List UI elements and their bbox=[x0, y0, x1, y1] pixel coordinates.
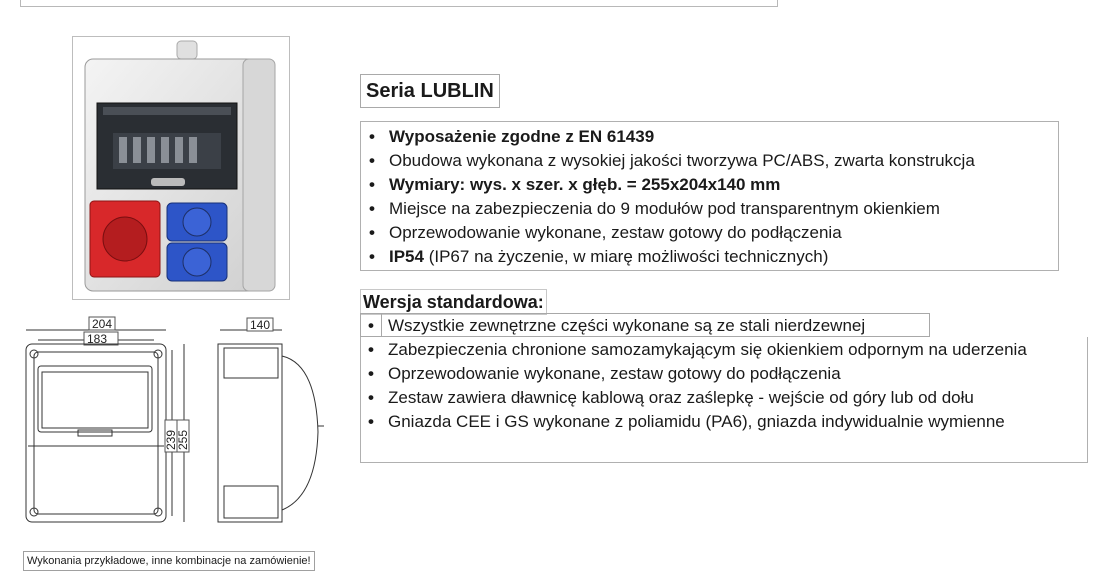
top-frame bbox=[20, 0, 778, 7]
standard-version-title: Wersja standardowa: bbox=[360, 289, 547, 315]
feature-item: • Miejsce na zabezpieczenia do 9 modułów pod transparentnym okienkiem bbox=[361, 197, 1058, 221]
dim-width-inner: 183 bbox=[87, 332, 108, 346]
dim-width-outer: 204 bbox=[92, 317, 113, 331]
standard-item: • Zabezpieczenia chronione samozamykającym się okienkiem odpornym na uderzenia bbox=[360, 338, 1048, 362]
standard-item: • Zestaw zawiera dławnicę kablową oraz zaślepkę - wejście od góry lub od dołu bbox=[360, 386, 1048, 410]
feature-item: • Wymiary: wys. x szer. x głęb. = 255x204x140 mm bbox=[361, 173, 1058, 197]
dim-height-outer: 255 bbox=[176, 429, 190, 450]
product-photo bbox=[72, 36, 290, 300]
standard-items-list bbox=[360, 314, 1048, 434]
feature-item: • Oprzewodowanie wykonane, zestaw gotowy do podłączenia bbox=[361, 221, 1058, 245]
standard-item: • Gniazda CEE i GS wykonane z poliamidu (PA6), gniazda indywidualnie wymienne bbox=[360, 410, 1048, 434]
footer-note: Wykonania przykładowe, inne kombinacje na zamówienie! bbox=[23, 551, 315, 571]
cable-gland-icon bbox=[177, 41, 197, 59]
standard-item: • Wszystkie zewnętrzne części wykonane są ze stali nierdzewnej bbox=[360, 314, 1048, 338]
dim-depth: 140 bbox=[250, 318, 271, 332]
feature-item: • Obudowa wykonana z wysokiej jakości tworzywa PC/ABS, zwarta konstrukcja bbox=[361, 149, 1058, 173]
series-title: Seria LUBLIN bbox=[360, 74, 500, 108]
feature-item: • Wyposażenie zgodne z EN 61439 bbox=[361, 125, 1058, 149]
feature-item: • IP54 (IP67 na życzenie, w miarę możliwości technicznych) bbox=[361, 245, 1058, 269]
technical-drawing bbox=[20, 314, 340, 529]
distribution-box-illustration bbox=[73, 37, 289, 299]
dim-height-inner: 239 bbox=[164, 429, 178, 450]
features-list bbox=[361, 125, 1058, 269]
standard-item: • Oprzewodowanie wykonane, zestaw gotowy do podłączenia bbox=[360, 362, 1048, 386]
features-box bbox=[360, 121, 1059, 271]
